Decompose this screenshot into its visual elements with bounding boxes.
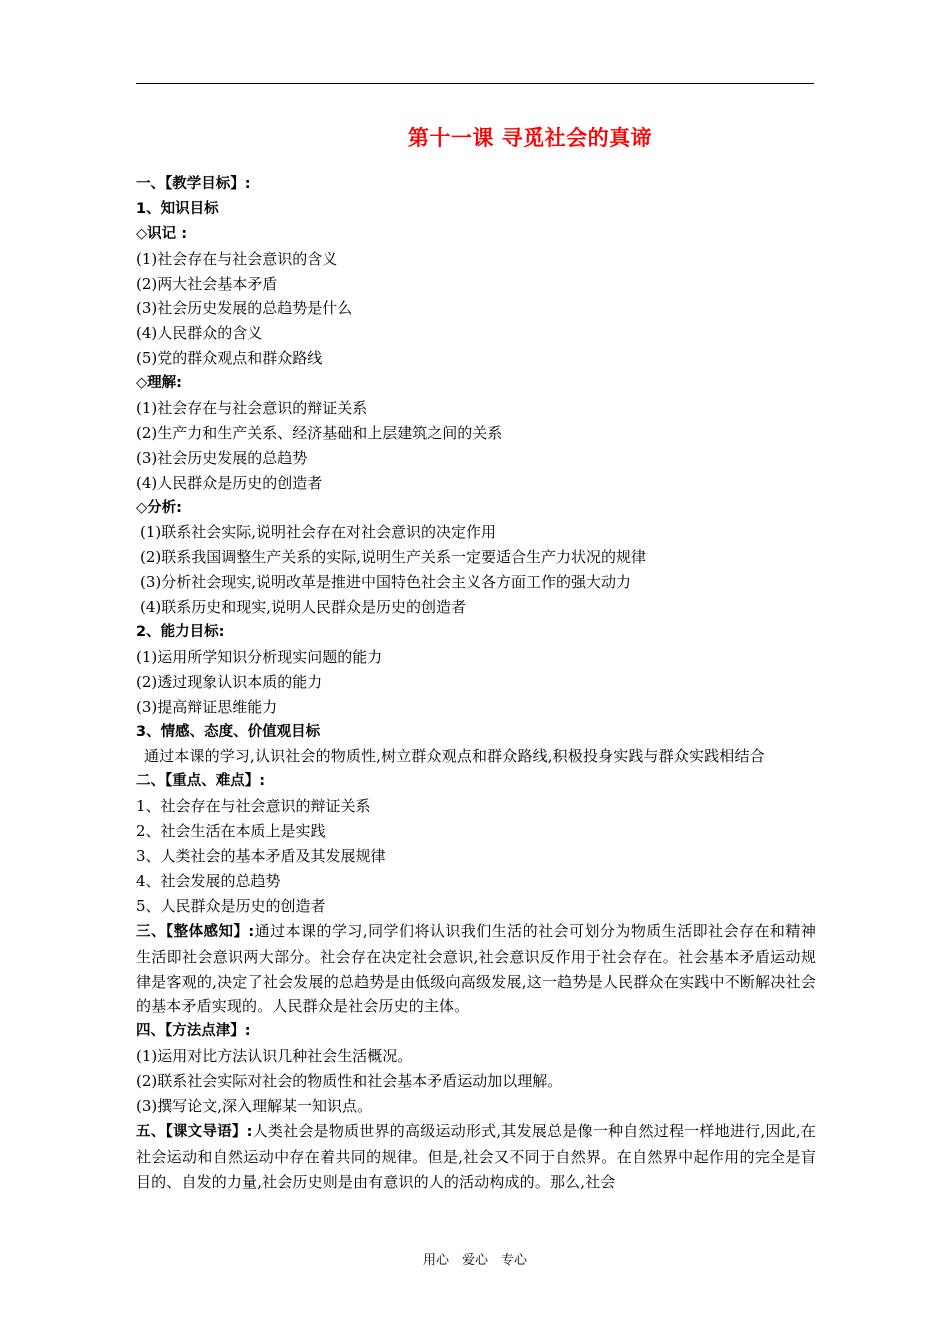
analyze-heading: ◇分析: — [136, 499, 182, 516]
list-item: 2、社会生活在本质上是实践 — [136, 822, 326, 841]
section-heading-key-points: 二、【重点、难点】: — [136, 773, 266, 790]
knowledge-goals-heading: 1、知识目标 — [136, 200, 219, 217]
list-item: (1)联系社会实际,说明社会存在对社会意识的决定作用 — [140, 523, 497, 542]
document-title: 第十一课 寻觅社会的真谛 — [407, 126, 653, 150]
section-heading-overview: 三、【整体感知】: — [136, 923, 255, 940]
memorize-heading: ◇识记 : — [136, 225, 187, 242]
intro-text: 人类社会是物质世界的高级运动形式,其发展总是像一种自然过程一样地进行,因此,在社会运动和自然运动中存在着共同的规律。但是,社会又不同于自然界。在自然界中起作用的完全是盲目的、自发的力量,社会历史则是由有意识的人的活动构成的。那么,社会 — [136, 1121, 816, 1191]
section-heading-methods: 四、【方法点津】: — [136, 1023, 251, 1040]
overview-text: 通过本课的学习,同学们将认识我们生活的社会可划分为物质生活即社会存在和精神生活即社会意识两大部分。社会存在决定社会意识,社会意识反作用于社会存在。社会基本矛盾运动规律是客观的,决定了社会发展的总趋势是由低级向高级发展,这一趋势是人民群众在实践中不断解决社会的基本矛盾实现的。人民群众是社会历史的主体。 — [136, 921, 816, 1016]
list-item: (1)社会存在与社会意识的含义 — [136, 249, 338, 268]
list-item: (3)提高辩证思维能力 — [136, 697, 278, 716]
list-item: (3)社会历史发展的总趋势是什么 — [136, 299, 353, 318]
header-rule — [136, 83, 814, 84]
list-item: 5、人民群众是历史的创造者 — [136, 896, 326, 915]
list-item: (4)联系历史和现实,说明人民群众是历史的创造者 — [140, 598, 467, 617]
list-item: (2)联系我国调整生产关系的实际,说明生产关系一定要适合生产力状况的规律 — [140, 548, 647, 567]
section-heading-intro: 五、【课文导语】: — [136, 1123, 253, 1140]
list-item: (2)两大社会基本矛盾 — [136, 274, 278, 293]
overview-paragraph — [136, 919, 816, 1020]
list-item: (4)人民群众是历史的创造者 — [136, 473, 323, 492]
list-item: (5)党的群众观点和群众路线 — [136, 349, 323, 368]
list-item: (1)社会存在与社会意识的辩证关系 — [136, 399, 368, 418]
list-item: (3)分析社会现实,说明改革是推进中国特色社会主义各方面工作的强大动力 — [140, 573, 632, 592]
understand-heading: ◇理解: — [136, 375, 182, 392]
list-item: (1)运用对比方法认识几种社会生活概况。 — [136, 1047, 413, 1066]
list-item: 3、人类社会的基本矛盾及其发展规律 — [136, 847, 386, 866]
list-item: (4)人民群众的含义 — [136, 324, 263, 343]
list-item: (3)社会历史发展的总趋势 — [136, 448, 308, 467]
intro-paragraph — [136, 1119, 816, 1195]
list-item: 4、社会发展的总趋势 — [136, 871, 281, 890]
emotion-goals-text: 通过本课的学习,认识社会的物质性,树立群众观点和群众路线,积极投身实践与群众实践相结合 — [144, 747, 765, 766]
page-footer: 用心 爱心 专心 — [422, 1253, 527, 1268]
emotion-goals-heading: 3、情感、态度、价值观目标 — [136, 723, 321, 740]
list-item: 1、社会存在与社会意识的辩证关系 — [136, 797, 371, 816]
section-heading-objectives: 一、【教学目标】: — [136, 176, 251, 192]
list-item: (2)透过现象认识本质的能力 — [136, 672, 323, 691]
list-item: (3)撰写论文,深入理解某一知识点。 — [136, 1097, 373, 1116]
document-body — [136, 172, 816, 1195]
list-item: (2)联系社会实际对社会的物质性和社会基本矛盾运动加以理解。 — [136, 1072, 563, 1091]
list-item: (2)生产力和生产关系、经济基础和上层建筑之间的关系 — [136, 423, 503, 442]
list-item: (1)运用所学知识分析现实问题的能力 — [136, 647, 383, 666]
ability-goals-heading: 2、能力目标: — [136, 624, 225, 641]
